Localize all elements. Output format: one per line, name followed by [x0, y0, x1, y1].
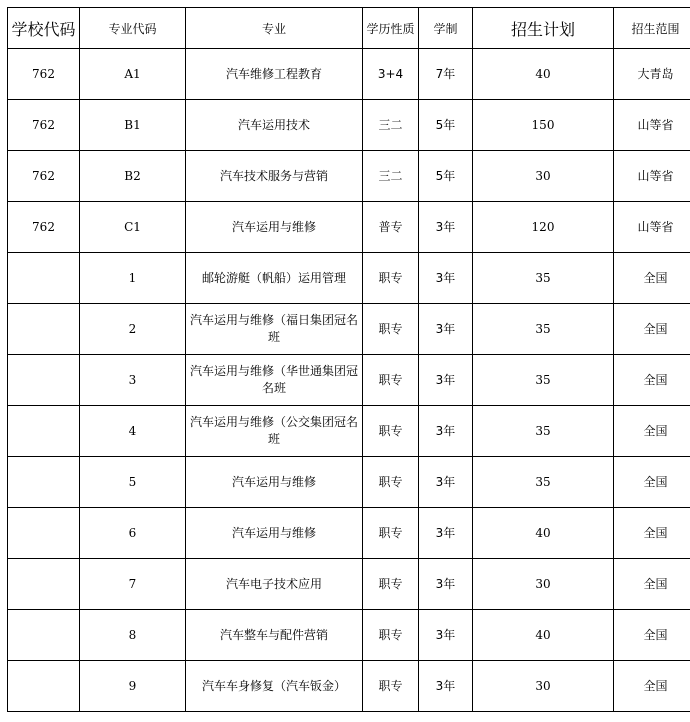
cell-major-code: 8 — [80, 610, 186, 661]
table-row — [8, 304, 690, 355]
table-row — [8, 49, 690, 100]
cell-major-code: A1 — [80, 49, 186, 100]
cell-plan: 30 — [473, 151, 614, 202]
cell-years: 3年 — [419, 253, 473, 304]
cell-school-code — [8, 559, 80, 610]
cell-plan: 40 — [473, 508, 614, 559]
cell-years: 3年 — [419, 610, 473, 661]
cell-scope: 山等省 — [614, 151, 690, 202]
cell-nature: 职专 — [363, 355, 419, 406]
header-major: 专业 — [186, 8, 363, 49]
table-row — [8, 355, 690, 406]
cell-major-code: B1 — [80, 100, 186, 151]
cell-plan: 35 — [473, 457, 614, 508]
cell-years: 3年 — [419, 559, 473, 610]
cell-major: 邮轮游艇（帆船）运用管理 — [186, 253, 363, 304]
cell-scope: 全国 — [614, 457, 690, 508]
cell-years: 5年 — [419, 100, 473, 151]
cell-major: 汽车车身修复（汽车钣金） — [186, 661, 363, 712]
cell-nature: 职专 — [363, 661, 419, 712]
cell-years: 5年 — [419, 151, 473, 202]
table-row — [8, 559, 690, 610]
cell-major-code: 1 — [80, 253, 186, 304]
cell-major-code: 4 — [80, 406, 186, 457]
enrollment-table — [7, 7, 690, 712]
cell-school-code — [8, 457, 80, 508]
cell-nature: 职专 — [363, 253, 419, 304]
cell-years: 3年 — [419, 457, 473, 508]
header-row — [8, 8, 690, 49]
cell-major: 汽车运用与维修（华世通集团冠名班 — [186, 355, 363, 406]
cell-scope: 山等省 — [614, 100, 690, 151]
header-major-code: 专业代码 — [80, 8, 186, 49]
header-school-code: 学校代码 — [8, 8, 80, 49]
cell-years: 3年 — [419, 508, 473, 559]
cell-nature: 职专 — [363, 508, 419, 559]
table-row — [8, 610, 690, 661]
cell-nature: 职专 — [363, 610, 419, 661]
cell-major: 汽车维修工程教育 — [186, 49, 363, 100]
cell-plan: 30 — [473, 559, 614, 610]
cell-scope: 全国 — [614, 508, 690, 559]
cell-school-code — [8, 661, 80, 712]
cell-scope: 全国 — [614, 253, 690, 304]
cell-plan: 150 — [473, 100, 614, 151]
cell-major: 汽车整车与配件营销 — [186, 610, 363, 661]
cell-scope: 大青岛 — [614, 49, 690, 100]
cell-nature: 3+4 — [363, 49, 419, 100]
header-years: 学制 — [419, 8, 473, 49]
cell-major-code: 5 — [80, 457, 186, 508]
cell-major: 汽车运用与维修（公交集团冠名班 — [186, 406, 363, 457]
cell-major: 汽车运用与维修 — [186, 457, 363, 508]
cell-plan: 35 — [473, 304, 614, 355]
cell-school-code — [8, 355, 80, 406]
cell-major-code: 3 — [80, 355, 186, 406]
cell-school-code — [8, 304, 80, 355]
cell-scope: 全国 — [614, 406, 690, 457]
cell-school-code — [8, 610, 80, 661]
cell-scope: 全国 — [614, 661, 690, 712]
cell-nature: 三二 — [363, 151, 419, 202]
cell-nature: 职专 — [363, 304, 419, 355]
cell-nature: 职专 — [363, 406, 419, 457]
cell-school-code — [8, 508, 80, 559]
cell-major: 汽车技术服务与营销 — [186, 151, 363, 202]
cell-plan: 40 — [473, 49, 614, 100]
table-row — [8, 406, 690, 457]
cell-major: 汽车电子技术应用 — [186, 559, 363, 610]
cell-major-code: 9 — [80, 661, 186, 712]
cell-plan: 30 — [473, 661, 614, 712]
cell-plan: 35 — [473, 253, 614, 304]
cell-years: 3年 — [419, 355, 473, 406]
cell-scope: 山等省 — [614, 202, 690, 253]
cell-plan: 120 — [473, 202, 614, 253]
cell-school-code — [8, 253, 80, 304]
cell-major-code: 2 — [80, 304, 186, 355]
cell-plan: 35 — [473, 406, 614, 457]
cell-plan: 40 — [473, 610, 614, 661]
cell-major: 汽车运用与维修 — [186, 202, 363, 253]
table-row — [8, 661, 690, 712]
header-plan: 招生计划 — [473, 8, 614, 49]
cell-major-code: 7 — [80, 559, 186, 610]
cell-plan: 35 — [473, 355, 614, 406]
cell-school-code: 762 — [8, 49, 80, 100]
table-row — [8, 202, 690, 253]
cell-nature: 普专 — [363, 202, 419, 253]
cell-years: 7年 — [419, 49, 473, 100]
table-row — [8, 253, 690, 304]
cell-scope: 全国 — [614, 559, 690, 610]
cell-school-code: 762 — [8, 202, 80, 253]
cell-nature: 三二 — [363, 100, 419, 151]
cell-major: 汽车运用与维修 — [186, 508, 363, 559]
cell-scope: 全国 — [614, 355, 690, 406]
cell-years: 3年 — [419, 304, 473, 355]
header-scope: 招生范围 — [614, 8, 690, 49]
cell-major-code: 6 — [80, 508, 186, 559]
cell-major-code: C1 — [80, 202, 186, 253]
table-row — [8, 508, 690, 559]
cell-major-code: B2 — [80, 151, 186, 202]
cell-years: 3年 — [419, 406, 473, 457]
cell-major: 汽车运用与维修（福日集团冠名班 — [186, 304, 363, 355]
cell-years: 3年 — [419, 202, 473, 253]
cell-years: 3年 — [419, 661, 473, 712]
cell-school-code — [8, 406, 80, 457]
cell-major: 汽车运用技术 — [186, 100, 363, 151]
table-row — [8, 457, 690, 508]
table-row — [8, 100, 690, 151]
cell-scope: 全国 — [614, 304, 690, 355]
cell-nature: 职专 — [363, 559, 419, 610]
table-row — [8, 151, 690, 202]
cell-scope: 全国 — [614, 610, 690, 661]
header-nature: 学历性质 — [363, 8, 419, 49]
cell-school-code: 762 — [8, 151, 80, 202]
cell-school-code: 762 — [8, 100, 80, 151]
cell-nature: 职专 — [363, 457, 419, 508]
